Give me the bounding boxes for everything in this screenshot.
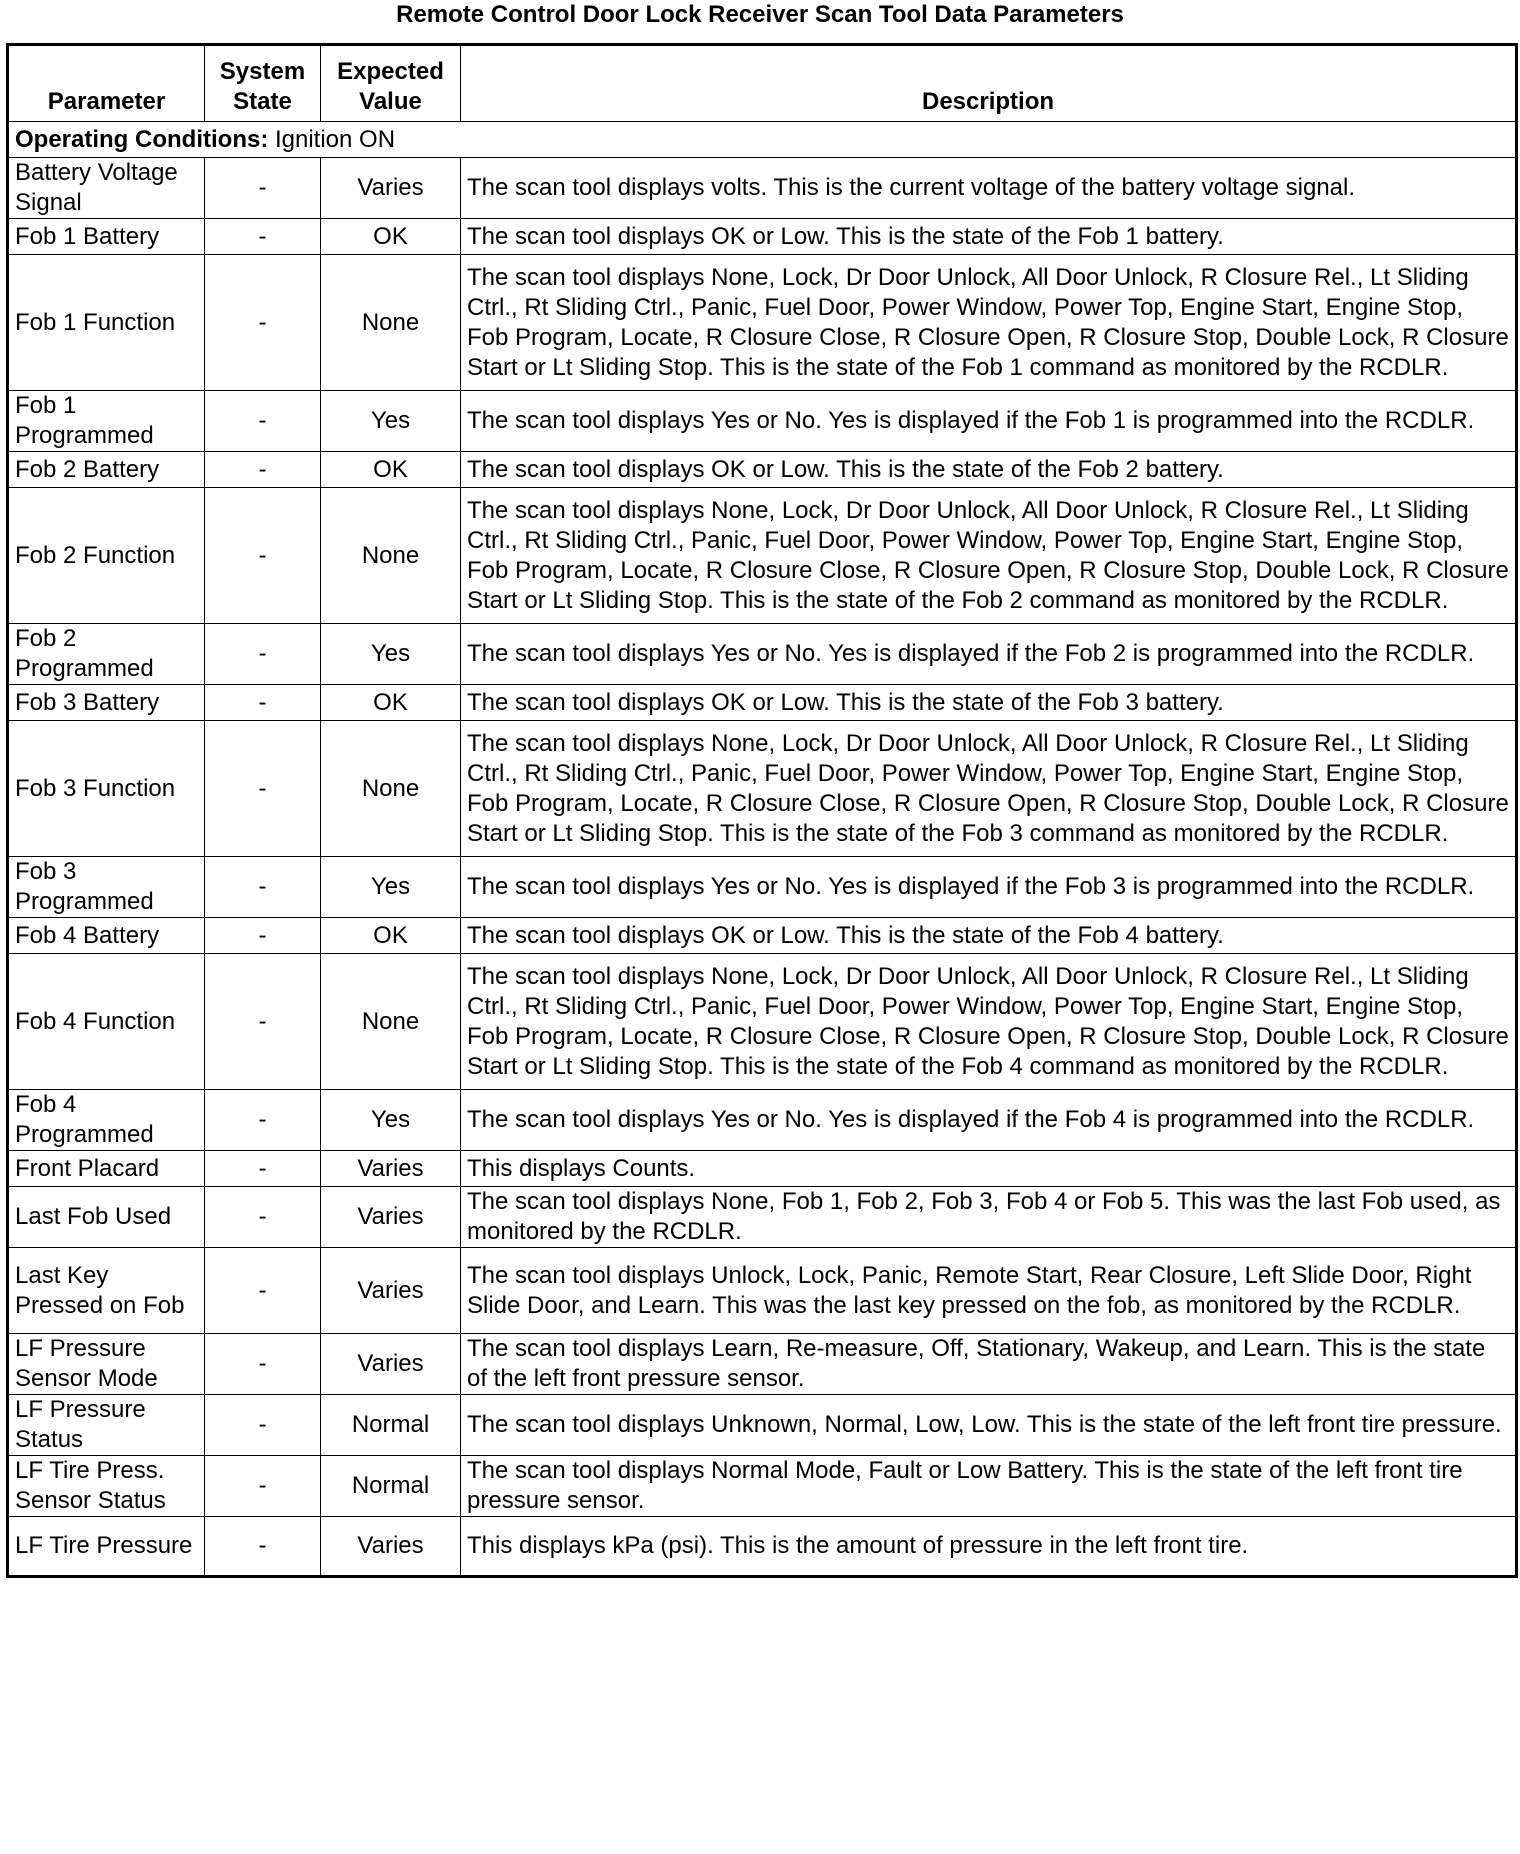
- parameter-cell: Front Placard: [8, 1151, 205, 1187]
- system-state-cell: -: [205, 1517, 321, 1577]
- parameter-cell: Last Key Pressed on Fob: [8, 1248, 205, 1334]
- description-cell: The scan tool displays None, Lock, Dr Door Unlock, All Door Unlock, R Closure Rel., Lt Sliding Ctrl., Rt Sliding Ctrl., Panic, Fuel Door, Power Window, Power Top, Engine Start, Engine Stop, Fob Program, Locate, R Closure Close, R Closure Open, R Closure Stop, Double Lock, R Closure Start or Lt Sliding Stop. This is the state of the Fob 3 command as monitored by the RCDLR.: [461, 721, 1517, 857]
- parameter-cell: Fob 4 Function: [8, 954, 205, 1090]
- parameter-cell: Fob 4 Programmed: [8, 1090, 205, 1151]
- table-row: [8, 1090, 1517, 1151]
- table-row: [8, 624, 1517, 685]
- system-state-cell: -: [205, 1334, 321, 1395]
- parameter-cell: Battery Voltage Signal: [8, 158, 205, 219]
- description-cell: The scan tool displays OK or Low. This is the state of the Fob 3 battery.: [461, 685, 1517, 721]
- system-state-cell: -: [205, 1456, 321, 1517]
- system-state-cell: -: [205, 685, 321, 721]
- parameter-cell: LF Tire Press. Sensor Status: [8, 1456, 205, 1517]
- system-state-cell: -: [205, 624, 321, 685]
- description-cell: The scan tool displays Normal Mode, Fault or Low Battery. This is the state of the left front tire pressure sensor.: [461, 1456, 1517, 1517]
- table-row: [8, 954, 1517, 1090]
- system-state-cell: -: [205, 391, 321, 452]
- scan-tool-data-table: [6, 43, 1518, 1578]
- system-state-cell: -: [205, 219, 321, 255]
- description-cell: The scan tool displays None, Lock, Dr Door Unlock, All Door Unlock, R Closure Rel., Lt Sliding Ctrl., Rt Sliding Ctrl., Panic, Fuel Door, Power Window, Power Top, Engine Start, Engine Stop, Fob Program, Locate, R Closure Close, R Closure Open, R Closure Stop, Double Lock, R Closure Start or Lt Sliding Stop. This is the state of the Fob 4 command as monitored by the RCDLR.: [461, 954, 1517, 1090]
- parameter-cell: Last Fob Used: [8, 1187, 205, 1248]
- expected-value-cell: OK: [321, 219, 461, 255]
- table-row: [8, 1456, 1517, 1517]
- parameter-cell: Fob 2 Battery: [8, 452, 205, 488]
- description-cell: The scan tool displays OK or Low. This is the state of the Fob 4 battery.: [461, 918, 1517, 954]
- table-row: [8, 158, 1517, 219]
- table-row: [8, 721, 1517, 857]
- description-cell: The scan tool displays OK or Low. This is the state of the Fob 2 battery.: [461, 452, 1517, 488]
- expected-value-cell: Varies: [321, 1187, 461, 1248]
- expected-value-cell: OK: [321, 685, 461, 721]
- system-state-cell: -: [205, 158, 321, 219]
- table-row: [8, 857, 1517, 918]
- table-row: [8, 391, 1517, 452]
- expected-value-cell: None: [321, 488, 461, 624]
- expected-value-cell: None: [321, 954, 461, 1090]
- table-row: [8, 1187, 1517, 1248]
- table-row: [8, 1151, 1517, 1187]
- system-state-cell: -: [205, 1151, 321, 1187]
- parameter-cell: Fob 2 Function: [8, 488, 205, 624]
- expected-value-cell: Yes: [321, 857, 461, 918]
- column-header-expected-value: Expected Value: [321, 45, 461, 122]
- description-cell: This displays Counts.: [461, 1151, 1517, 1187]
- operating-conditions-cell: [8, 122, 1517, 158]
- description-cell: The scan tool displays Yes or No. Yes is displayed if the Fob 1 is programmed into the RCDLR.: [461, 391, 1517, 452]
- table-row: [8, 1334, 1517, 1395]
- system-state-cell: -: [205, 1090, 321, 1151]
- parameter-cell: LF Tire Pressure: [8, 1517, 205, 1577]
- table-row: [8, 685, 1517, 721]
- expected-value-cell: Yes: [321, 391, 461, 452]
- parameter-cell: Fob 2 Programmed: [8, 624, 205, 685]
- column-header-system-state: System State: [205, 45, 321, 122]
- table-row: [8, 1517, 1517, 1577]
- expected-value-cell: Varies: [321, 1334, 461, 1395]
- description-cell: The scan tool displays None, Lock, Dr Door Unlock, All Door Unlock, R Closure Rel., Lt Sliding Ctrl., Rt Sliding Ctrl., Panic, Fuel Door, Power Window, Power Top, Engine Start, Engine Stop, Fob Program, Locate, R Closure Close, R Closure Open, R Closure Stop, Double Lock, R Closure Start or Lt Sliding Stop. This is the state of the Fob 2 command as monitored by the RCDLR.: [461, 488, 1517, 624]
- system-state-cell: -: [205, 857, 321, 918]
- expected-value-cell: Normal: [321, 1395, 461, 1456]
- table-header-row: [8, 45, 1517, 122]
- column-header-description: Description: [461, 45, 1517, 122]
- table-row: [8, 488, 1517, 624]
- system-state-cell: -: [205, 721, 321, 857]
- description-cell: The scan tool displays Learn, Re-measure, Off, Stationary, Wakeup, and Learn. This is the state of the left front pressure sensor.: [461, 1334, 1517, 1395]
- system-state-cell: -: [205, 255, 321, 391]
- operating-conditions-value: Ignition ON: [268, 125, 396, 153]
- table-row: [8, 1248, 1517, 1334]
- description-cell: The scan tool displays Yes or No. Yes is displayed if the Fob 3 is programmed into the RCDLR.: [461, 857, 1517, 918]
- parameter-cell: Fob 1 Function: [8, 255, 205, 391]
- expected-value-cell: Varies: [321, 158, 461, 219]
- table-row: [8, 918, 1517, 954]
- description-cell: The scan tool displays Yes or No. Yes is displayed if the Fob 2 is programmed into the RCDLR.: [461, 624, 1517, 685]
- description-cell: The scan tool displays OK or Low. This is the state of the Fob 1 battery.: [461, 219, 1517, 255]
- table-row: [8, 1395, 1517, 1456]
- expected-value-cell: None: [321, 721, 461, 857]
- table-row: [8, 219, 1517, 255]
- description-cell: The scan tool displays Unlock, Lock, Panic, Remote Start, Rear Closure, Left Slide Door, Right Slide Door, and Learn. This was the last key pressed on the fob, as monitored by the RCDLR.: [461, 1248, 1517, 1334]
- page-title: Remote Control Door Lock Receiver Scan Tool Data Parameters: [396, 1, 1124, 28]
- description-cell: The scan tool displays volts. This is the current voltage of the battery voltage signal.: [461, 158, 1517, 219]
- expected-value-cell: Varies: [321, 1151, 461, 1187]
- operating-conditions-label: Operating Conditions:: [15, 125, 269, 153]
- description-cell: The scan tool displays Unknown, Normal, Low, Low. This is the state of the left front tire pressure.: [461, 1395, 1517, 1456]
- parameter-cell: LF Pressure Status: [8, 1395, 205, 1456]
- expected-value-cell: None: [321, 255, 461, 391]
- expected-value-cell: OK: [321, 452, 461, 488]
- parameter-cell: Fob 3 Programmed: [8, 857, 205, 918]
- system-state-cell: -: [205, 1248, 321, 1334]
- expected-value-cell: OK: [321, 918, 461, 954]
- operating-conditions-row: [8, 122, 1517, 158]
- parameter-cell: LF Pressure Sensor Mode: [8, 1334, 205, 1395]
- system-state-cell: -: [205, 918, 321, 954]
- expected-value-cell: Normal: [321, 1456, 461, 1517]
- table-row: [8, 452, 1517, 488]
- parameter-cell: Fob 1 Programmed: [8, 391, 205, 452]
- system-state-cell: -: [205, 1187, 321, 1248]
- description-cell: The scan tool displays Yes or No. Yes is displayed if the Fob 4 is programmed into the RCDLR.: [461, 1090, 1517, 1151]
- system-state-cell: -: [205, 488, 321, 624]
- parameter-cell: Fob 1 Battery: [8, 219, 205, 255]
- description-cell: The scan tool displays None, Fob 1, Fob 2, Fob 3, Fob 4 or Fob 5. This was the last Fob used, as monitored by the RCDLR.: [461, 1187, 1517, 1248]
- system-state-cell: -: [205, 954, 321, 1090]
- expected-value-cell: Yes: [321, 624, 461, 685]
- expected-value-cell: Varies: [321, 1248, 461, 1334]
- expected-value-cell: Varies: [321, 1517, 461, 1577]
- description-cell: The scan tool displays None, Lock, Dr Door Unlock, All Door Unlock, R Closure Rel., Lt Sliding Ctrl., Rt Sliding Ctrl., Panic, Fuel Door, Power Window, Power Top, Engine Start, Engine Stop, Fob Program, Locate, R Closure Close, R Closure Open, R Closure Stop, Double Lock, R Closure Start or Lt Sliding Stop. This is the state of the Fob 1 command as monitored by the RCDLR.: [461, 255, 1517, 391]
- expected-value-cell: Yes: [321, 1090, 461, 1151]
- description-cell: This displays kPa (psi). This is the amount of pressure in the left front tire.: [461, 1517, 1517, 1577]
- parameter-cell: Fob 3 Battery: [8, 685, 205, 721]
- system-state-cell: -: [205, 1395, 321, 1456]
- column-header-parameter: Parameter: [8, 45, 205, 122]
- system-state-cell: -: [205, 452, 321, 488]
- table-row: [8, 255, 1517, 391]
- parameter-cell: Fob 4 Battery: [8, 918, 205, 954]
- parameter-cell: Fob 3 Function: [8, 721, 205, 857]
